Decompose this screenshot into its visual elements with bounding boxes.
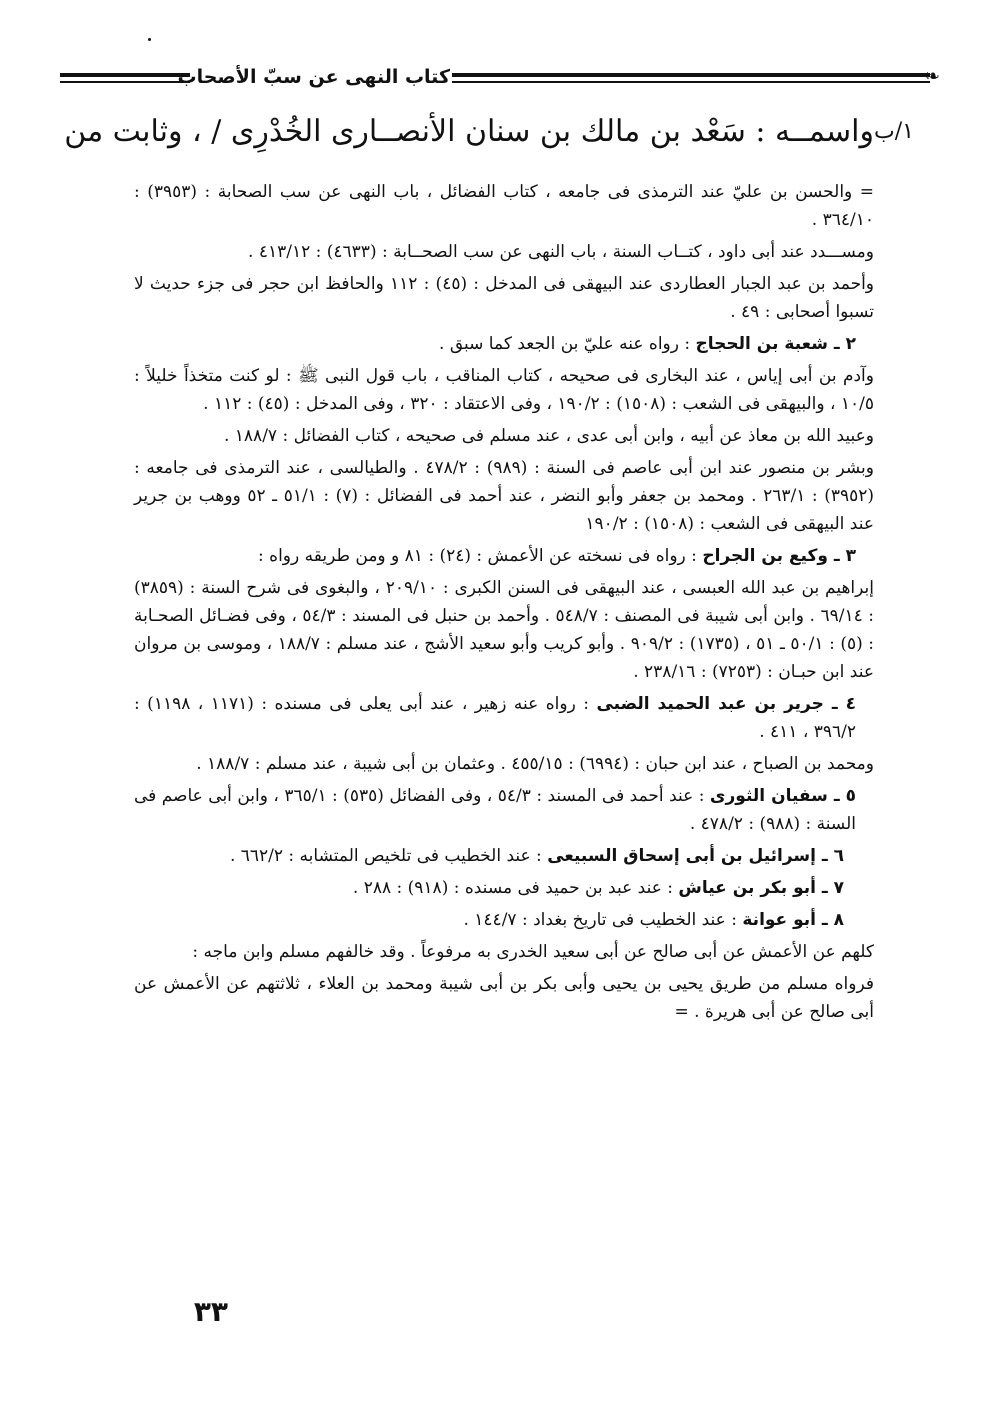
main-text-line: واسمــه : سَعْد بن مالك بن سنان الأنصــارى الخُدْرِى / ، وثابت من xyxy=(64,114,874,149)
note-text: = والحسن بن عليّ عند الترمذى فى جامعه ، كتاب الفضائل ، باب النهى عن سب الصحابة : (٣٩٥٣) : ٣٦٤/١٠ . xyxy=(134,182,875,230)
note-paragraph xyxy=(134,970,874,1026)
header-rule-right xyxy=(452,73,930,83)
narrator-name: ٤ ـ جرير بن عبد الحميد الضبى xyxy=(596,694,856,714)
narrator-name: ٦ ـ إسرائيل بن أبى إسحاق السبيعى xyxy=(547,846,844,866)
note-text: ومســـدد عند أبى داود ، كتــاب السنة ، باب النهى عن سب الصحــابة : (٤٦٣٣) : ٤١٣/١٢ . xyxy=(248,242,874,262)
note-paragraph xyxy=(134,362,874,418)
note-text: كلهم عن الأعمش عن أبى صالح عن أبى سعيد الخدرى به مرفوعاً . وقد خالفهم مسلم وابن ماجه : xyxy=(192,942,874,962)
narrator-note xyxy=(134,782,874,838)
note-text: : عند أحمد فى المسند : ٥٤/٣ ، وفى الفضائل (٥٣٥) : ٣٦٥/١ ، وابن أبى عاصم فى السنة : (٩٨٨) : ٤٧٨/٢ . xyxy=(134,786,856,834)
note-paragraph xyxy=(134,270,874,326)
note-paragraph xyxy=(134,750,874,778)
note-text: وبشر بن منصور عند ابن أبى عاصم فى السنة : (٩٨٩) : ٤٧٨/٢ . والطيالسى ، عند الترمذى فى جامعه : (٣٩٥٢) : ٢٦٣/١ . ومحمد بن جعفر وأبو النضر ، عند أحمد فى الفضائل : (٧) : ٥١/١ ـ ٥٢ ووهب بن جرير عند البيهقى فى الشعب : (١٥٠٨) : ١٩٠/٢ xyxy=(134,458,874,534)
narrator-note xyxy=(134,842,874,870)
folio-mark: ١/ب xyxy=(874,119,914,144)
narrator-note xyxy=(134,330,874,358)
narrator-name: ٥ ـ سفيان الثورى xyxy=(709,786,856,806)
footnotes xyxy=(134,178,874,1030)
header-rule-left xyxy=(60,73,190,83)
header-ornament-icon: ❧ xyxy=(924,66,940,87)
note-paragraph xyxy=(134,238,874,266)
note-text: : رواه عنه زهير ، عند أبى يعلى فى مسنده : (١١٧١ ، ١١٩٨) : ٣٩٦/٢ ، ٤١١ . xyxy=(134,694,856,742)
running-header xyxy=(60,62,940,94)
narrator-note xyxy=(134,690,874,746)
note-text: : عند الخطيب فى تلخيص المتشابه : ٦٦٢/٢ . xyxy=(229,846,548,866)
narrator-name: ٨ ـ أبو عوانة xyxy=(742,910,844,930)
note-text: وعبيد الله بن معاذ عن أبيه ، وابن أبى عدى ، عند مسلم فى صحيحه ، كتاب الفضائل : ١٨٨/٧ . xyxy=(223,426,874,446)
header-title: كتاب النهى عن سبّ الأصحاب xyxy=(177,66,450,88)
note-text: : رواه عنه عليّ بن الجعد كما سبق . xyxy=(439,334,696,354)
narrator-note xyxy=(134,874,874,902)
narrator-name: ٣ ـ وكيع بن الجراح xyxy=(702,546,856,566)
note-text: : عند عبد بن حميد فى مسنده : (٩١٨) : ٢٨٨ . xyxy=(352,878,679,898)
speck-mark xyxy=(148,38,151,41)
narrator-note xyxy=(134,906,874,934)
page-number: ٣٣ xyxy=(193,1295,228,1328)
note-paragraph xyxy=(134,574,874,686)
note-paragraph xyxy=(134,178,874,234)
note-paragraph xyxy=(134,454,874,538)
note-text: : عند الخطيب فى تاريخ بغداد : ١٤٤/٧ . xyxy=(463,910,743,930)
note-paragraph xyxy=(134,422,874,450)
note-text: وآدم بن أبى إياس ، عند البخارى فى صحيحه ، كتاب المناقب ، باب قول النبى ﷺ : لو كنت متخذاً خليلاً : ١٠/٥ ، والبيهقى فى الشعب : (١٥٠٨) : ١٩٠/٢ ، وفى الاعتقاد : ٣٢٠ ، وفى المدخل : (٤٥) : ١١٢ . xyxy=(134,366,874,414)
note-text: فرواه مسلم من طريق يحيى بن يحيى وأبى بكر بن أبى شيبة ومحمد بن العلاء ، ثلاثتهم عن الأعمش عن أبى صالح عن أبى هريرة . = xyxy=(134,974,874,1022)
note-text: ومحمد بن الصباح ، عند ابن حبان : (٦٩٩٤) : ٤٥٥/١٥ . وعثمان بن أبى شيبة ، عند مسلم : ١٨٨/٧ . xyxy=(196,754,874,774)
narrator-note xyxy=(134,542,874,570)
note-text: : رواه فى نسخته عن الأعمش : (٢٤) : ٨١ و ومن طريقه رواه : xyxy=(258,546,703,566)
note-paragraph xyxy=(134,938,874,966)
note-text: إبراهيم بن عبد الله العبسى ، عند البيهقى فى السنن الكبرى : ٢٠٩/١٠ ، والبغوى فى شرح السنة : (٣٨٥٩) : ٦٩/١٤ . وابن أبى شيبة فى المصنف : ٥٤٨/٧ . وأحمد بن حنبل فى المسند : ٥٤/٣ ، وفى فضـائل الصحـابة : (٥) : ٥٠/١ ـ ٥١ ، (١٧٣٥) : ٩٠٩/٢ . وأبو كريب وأبو سعيد الأشج ، عند مسلم : ١٨٨/٧ ، وموسى بن مروان عند ابن حبـان : (٧٢٥٣) : ٢٣٨/١٦ . xyxy=(134,578,874,682)
narrator-name: ٢ ـ شعبة بن الحجاج xyxy=(695,334,856,354)
note-text: وأحمد بن عبد الجبار العطاردى عند البيهقى فى المدخل : (٤٥) : ١١٢ والحافظ ابن حجر فى جزء حديث لا تسبوا أصحابى : ٤٩ . xyxy=(134,274,875,322)
narrator-name: ٧ ـ أبو بكر بن عياش xyxy=(678,878,844,898)
